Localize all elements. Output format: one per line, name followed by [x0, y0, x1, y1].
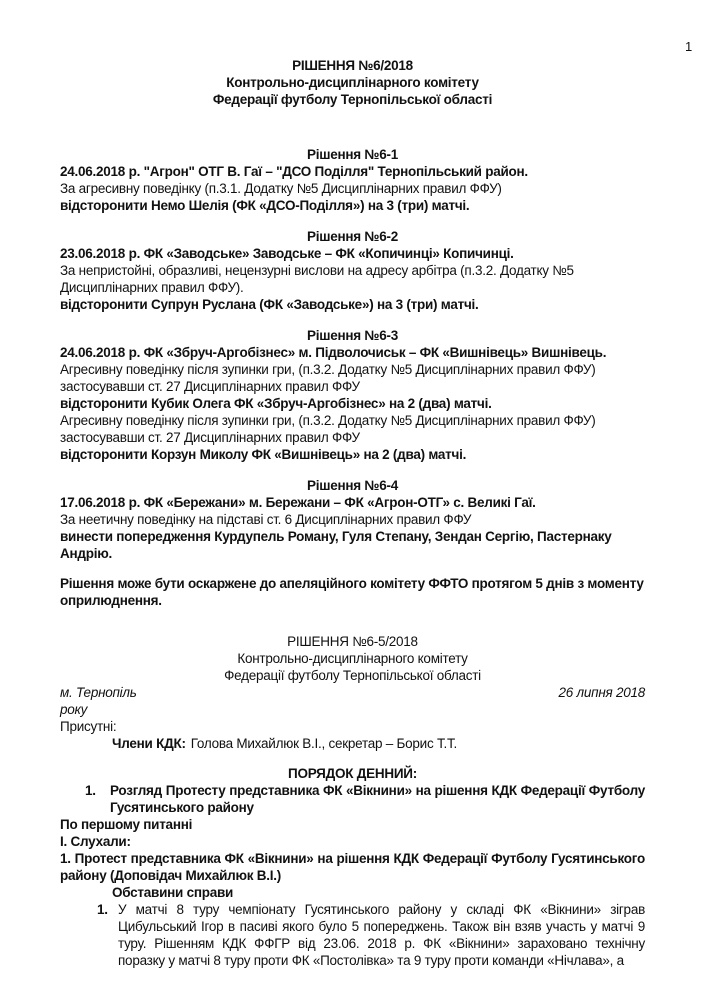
- city-date-line: [60, 684, 645, 701]
- decision-6-5-committee: Контрольно-дисциплінарного комітету: [237, 651, 468, 666]
- decision-6-2-verdict: відсторонити Супрун Руслана (ФК «Заводське») на 3 (три) матчі.: [60, 297, 479, 312]
- agenda-heading: ПОРЯДОК ДЕННИЙ:: [288, 766, 417, 781]
- decision-6-3-verdict-1: відсторонити Кубик Олега ФК «Збруч-Аргобізнес» на 2 (два) матчі.: [60, 396, 492, 411]
- case-facts-heading: Обставини справи: [112, 885, 234, 900]
- decision-6-4-reason: За неетичну поведінку на підставі ст. 6 Дисциплінарних правил ФФУ: [60, 512, 472, 527]
- city-label: м. Тернопіль: [60, 685, 137, 700]
- agenda-item-1: [60, 782, 645, 816]
- decision-6-4-verdict: винести попередження Курдупель Роману, Гуля Степану, Зендан Сергію, Пастернаку Андрію.: [60, 529, 612, 561]
- federation-name: Федерації футболу Тернопільської області: [212, 92, 493, 107]
- case-fact-1: [60, 901, 645, 969]
- decision-6-3-match-line: 24.06.2018 р. ФК «Збруч-Аргобізнес» м. Підволочиськ – ФК «Вишнівець» Вишнівець.: [60, 345, 607, 360]
- decision-6-5-title: РІШЕННЯ №6-5/2018: [287, 634, 418, 649]
- decision-6-3-reason-1b: застосувавши ст. 27 Дисциплінарних правил ФФУ: [60, 379, 360, 394]
- decision-6-1-match-line: 24.06.2018 р. "Агрон" ОТГ В. Гаї – "ДСО Поділля" Тернопільський район.: [60, 164, 528, 179]
- meeting-date: 26 липня 2018: [558, 685, 645, 700]
- decision-6-3-verdict-2: відсторонити Корзун Миколу ФК «Вишнівець» на 2 (два) матчі.: [60, 447, 467, 462]
- decision-6-4-heading: Рішення №6-4: [306, 478, 398, 493]
- decision-6-4-section: [60, 477, 645, 562]
- decision-6-3-reason-2b: застосувавши ст. 27 Дисциплінарних правил ФФУ: [60, 430, 360, 445]
- decision-6-3-reason-2a: Агресивну поведінку після зупинки гри, (п.3.2. Додатку №5 Дисциплінарних правил ФФУ): [60, 413, 596, 428]
- decision-6-1-section: [60, 146, 645, 214]
- decision-6-3-reason-1a: Агресивну поведінку після зупинки гри, (п.3.2. Додатку №5 Дисциплінарних правил ФФУ): [60, 362, 596, 377]
- meeting-date-wrap: року: [60, 702, 88, 717]
- members-names: Голова Михайлюк В.І., секретар – Борис Т.Т.: [190, 736, 457, 751]
- decision-6-2-reason: За непристойні, образливі, нецензурні вислови на адресу арбітра (п.3.2. Додатку №5 Дисциплінарних правил ФФУ).: [60, 263, 574, 295]
- decision-6-2-section: [60, 228, 645, 313]
- present-label: Присутні:: [60, 719, 117, 734]
- document-header: [60, 57, 645, 108]
- page-number: 1: [685, 39, 692, 54]
- case-fact-1-text: У матчі 8 туру чемпіонату Гусятинського району у складі ФК «Вікнини» зіграв Цибульський Ігор в пасиві якого було 5 попереджень. Також він взяв участь у матчі 9 туру. Рішенням КДК ФФГР від 23.06. 2018 р. ФК «Вікнини» зараховано технічну поразку у матчі 8 туру проти ФК «Постолівка» та 9 туру проти команди «Нічлава», а: [118, 902, 645, 968]
- decision-6-1-reason: За агресивну поведінку (п.3.1. Додатку №5 Дисциплінарних правил ФФУ): [60, 181, 502, 196]
- decision-6-3-section: [60, 327, 645, 463]
- agenda-item-1-number: 1.: [85, 783, 96, 798]
- case-fact-1-number: 1.: [97, 902, 108, 917]
- heard-heading: І. Слухали:: [60, 834, 131, 849]
- decision-6-3-heading: Рішення №6-3: [306, 328, 398, 343]
- members-label: Члени КДК:: [112, 736, 186, 751]
- agenda-item-1-text: Розгляд Протесту представника ФК «Вікнини» на рішення КДК Федерації Футболу Гусятинського району: [110, 783, 645, 815]
- decision-6-5-federation: Федерації футболу Тернопільської області: [224, 668, 481, 683]
- members-line: [60, 735, 645, 752]
- decision-6-2-match-line: 23.06.2018 р. ФК «Заводське» Заводське – ФК «Копичинці» Копичинці.: [60, 246, 514, 261]
- decision-6-1-heading: Рішення №6-1: [306, 147, 398, 162]
- decision-6-5-header: [60, 633, 645, 684]
- decision-6-2-heading: Рішення №6-2: [306, 229, 398, 244]
- decision-6-1-verdict: відсторонити Немо Шелія (ФК «ДСО-Поділля») на 3 (три) матчі.: [60, 198, 470, 213]
- decision-6-4-match-line: 17.06.2018 р. ФК «Бережани» м. Бережани – ФК «Агрон-ОТГ» с. Великі Гаї.: [60, 495, 536, 510]
- first-question-heading: По першому питанні: [60, 817, 193, 832]
- appeal-notice: Рішення може бути оскаржене до апеляційного комітету ФФТО протягом 5 днів з моменту оприлюднення.: [60, 576, 644, 608]
- heard-item-1: 1. Протест представника ФК «Вікнини» на рішення КДК Федерації Футболу Гусятинського району (Доповідач Михайлюк В.І.): [60, 851, 645, 883]
- committee-name: Контрольно-дисциплінарного комітету: [226, 75, 479, 90]
- document-title: РІШЕННЯ №6/2018: [292, 58, 413, 73]
